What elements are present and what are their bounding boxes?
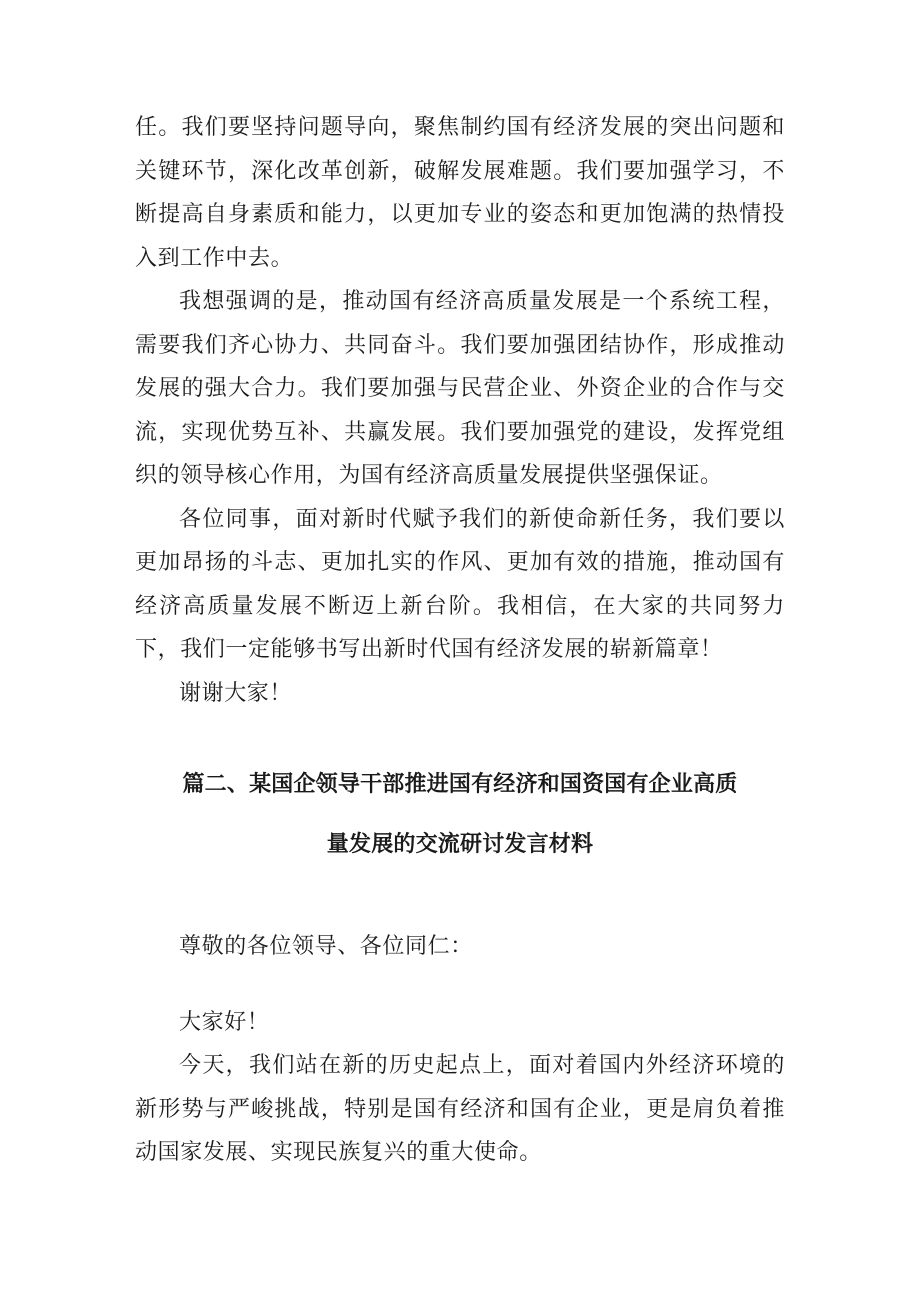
salutation: 尊敬的各位领导、各位同仁： xyxy=(179,934,473,959)
paragraph-opening: 今天，我们站在新的历史起点上，面对着国内外经济环境的新形势与严峻挑战，特别是国有经济和国有企业，更是肩负着推动国家发展、实现民族复兴的重大使命。 xyxy=(135,1053,785,1165)
section-heading xyxy=(135,755,785,875)
section-heading-line-2: 量发展的交流研讨发言材料 xyxy=(326,832,594,857)
paragraph-continuation: 任。我们要坚持问题导向，聚焦制约国有经济发展的突出问题和关键环节，深化改革创新，破解发展难题。我们要加强学习，不断提高自身素质和能力，以更加专业的姿态和更加饱满的热情投入到工作中去。 xyxy=(135,115,785,271)
spacer xyxy=(135,875,785,925)
spacer xyxy=(135,715,785,755)
paragraph-closing-appeal: 各位同事，面对新时代赋予我们的新使命新任务，我们要以更加昂扬的斗志、更加扎实的作风、更加有效的措施，推动国有经济高质量发展不断迈上新台阶。我相信，在大家的共同努力下，我们一定能够书写出新时代国有经济发展的崭新篇章！ xyxy=(135,506,785,662)
paragraph-teamwork: 我想强调的是，推动国有经济高质量发展是一个系统工程，需要我们齐心协力、共同奋斗。我们要加强团结协作，形成推动发展的强大合力。我们要加强与民营企业、外资企业的合作与交流，实现优势互补、共赢发展。我们要加强党的建设，发挥党组织的领导核心作用，为国有经济高质量发展提供坚强保证。 xyxy=(135,289,785,488)
greeting: 大家好！ xyxy=(179,1009,270,1035)
section-heading-line-1: 篇二、某国企领导干部推进国有经济和国资国有企业高质 xyxy=(182,772,738,797)
paragraph-thanks: 谢谢大家！ xyxy=(179,680,293,706)
spacer xyxy=(135,969,785,1001)
